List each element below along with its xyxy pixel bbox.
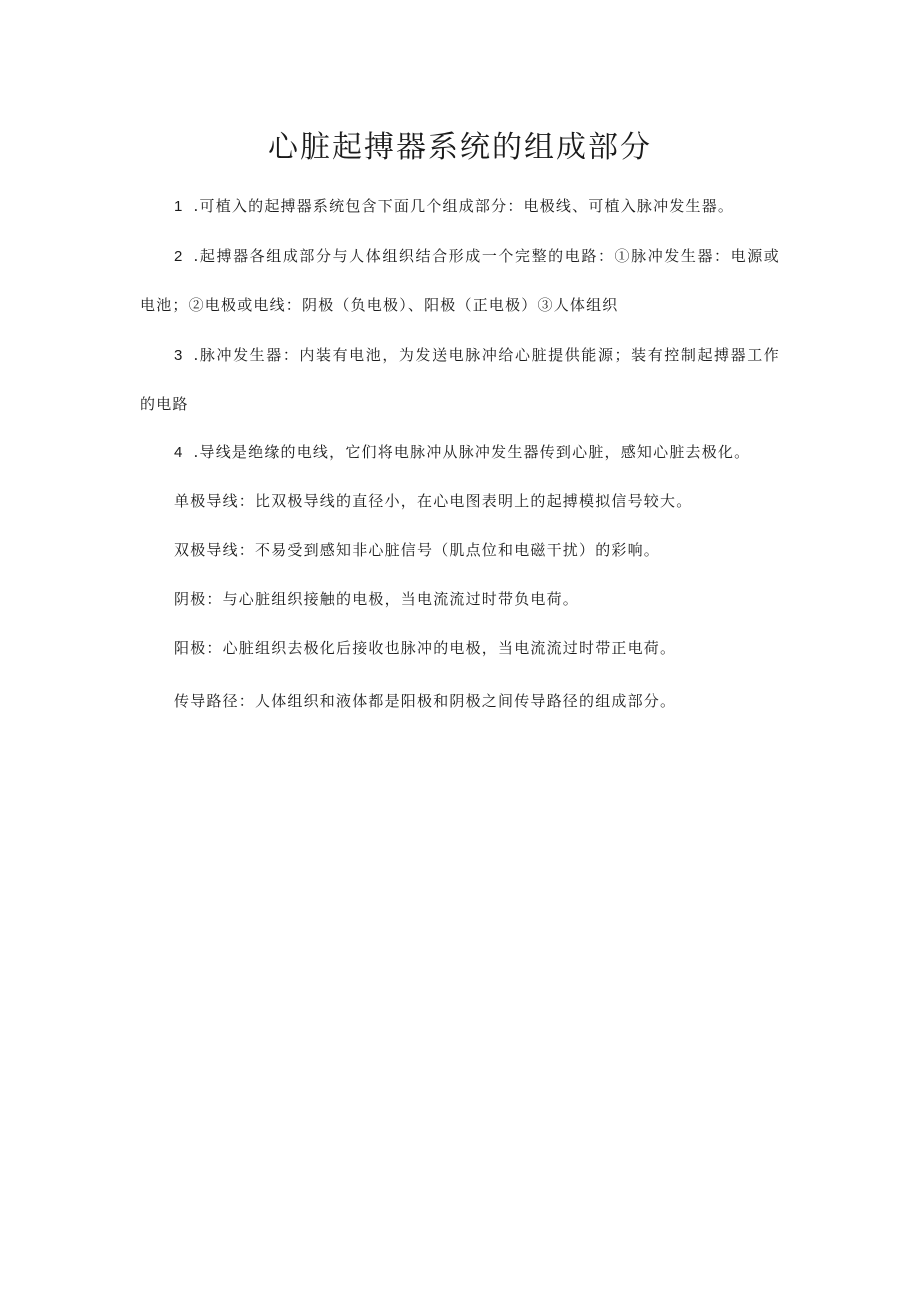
- definition-unipolar-lead: 单极导线：比双极导线的直径小，在心电图表明上的起搏模拟信号较大。: [174, 492, 693, 510]
- definition-conduction-path: 传导路径：人体组织和液体都是阳极和阴极之间传导路径的组成部分。: [174, 692, 677, 710]
- paragraph-text: .起搏器各组成部分与人体组织结合形成一个完整的电路：①脉冲发生器：电源或电池；②电极或电线：阴极（负电极）、阳极（正电极）③人体组织: [140, 247, 780, 314]
- definition-cathode: 阴极：与心脏组织接触的电极，当电流流过时带负电荷。: [174, 590, 580, 608]
- paragraph-1: [140, 182, 780, 231]
- paragraph-number: 4: [174, 444, 184, 461]
- paragraph-text: .导线是绝缘的电线，它们将电脉冲从脉冲发生器传到心脏，感知心脏去极化。: [193, 443, 751, 461]
- paragraph-number: 3: [174, 347, 184, 364]
- paragraph-2: [140, 232, 780, 330]
- document-title: 心脏起搏器系统的组成部分: [268, 130, 652, 165]
- definition-bipolar-lead: 双极导线：不易受到感知非心脏信号（肌点位和电磁干扰）的彩响。: [174, 541, 661, 559]
- definition-anode: 阳极：心脏组织去极化后接收也脉冲的电极，当电流流过时带正电荷。: [174, 639, 677, 657]
- paragraph-text: .可植入的起搏器系统包含下面几个组成部分：电极线、可植入脉冲发生器。: [193, 197, 735, 215]
- paragraph-3: [140, 331, 780, 429]
- paragraph-number: 1: [174, 198, 184, 215]
- paragraph-text: .脉冲发生器：内装有电池，为发送电脉冲给心脏提供能源；装有控制起搏器工作的电路: [140, 346, 780, 413]
- paragraph-4: [140, 428, 780, 477]
- paragraph-number: 2: [174, 248, 184, 265]
